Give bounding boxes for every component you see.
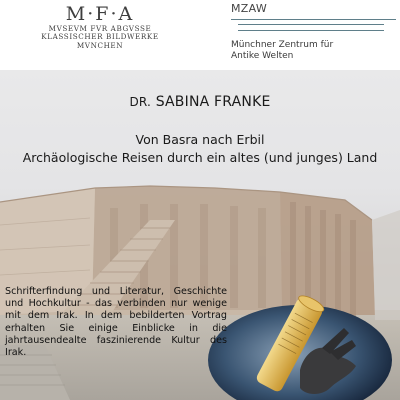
talk-subtitle: Archäologische Reisen durch ein altes (und junges) Land [22, 150, 378, 165]
logo-divider [238, 24, 384, 25]
speaker-title: DR. [129, 95, 152, 109]
logo-divider [238, 30, 384, 31]
speaker-name [0, 94, 400, 110]
mfa-logo-line: MVNCHEN [76, 40, 124, 50]
logo-divider [231, 19, 396, 20]
mfa-logo [0, 3, 200, 67]
speaker-fullname: SABINA FRANKE [155, 94, 271, 110]
talk-title: Von Basra nach Erbil [135, 132, 265, 147]
event-description: Schrifterfindung und Literatur, Geschichte und Hochkultur - das verbinden nur wenige mit dem Irak. In dem bebilderten Vortrag erhalten Sie einige Einblicke in die jahrtausendealte faszinierende Kultur des Irak. [5, 286, 227, 359]
mfa-logo-line: MVSEVM FVR ABGVSSE [48, 24, 152, 33]
mzaw-logo-line: Münchner Zentrum für [231, 40, 334, 50]
mfa-logo-line: KLASSISCHER BILDWERKE [41, 32, 159, 42]
header [0, 0, 400, 70]
mzaw-logo-line: Antike Welten [231, 50, 294, 61]
mzaw-logo-subtitle [231, 40, 333, 61]
mzaw-logo-title: MZAW [231, 2, 268, 15]
mzaw-logo [231, 0, 396, 68]
mfa-logo-title: M·F·A [65, 3, 135, 25]
hero-image-area [0, 70, 400, 400]
